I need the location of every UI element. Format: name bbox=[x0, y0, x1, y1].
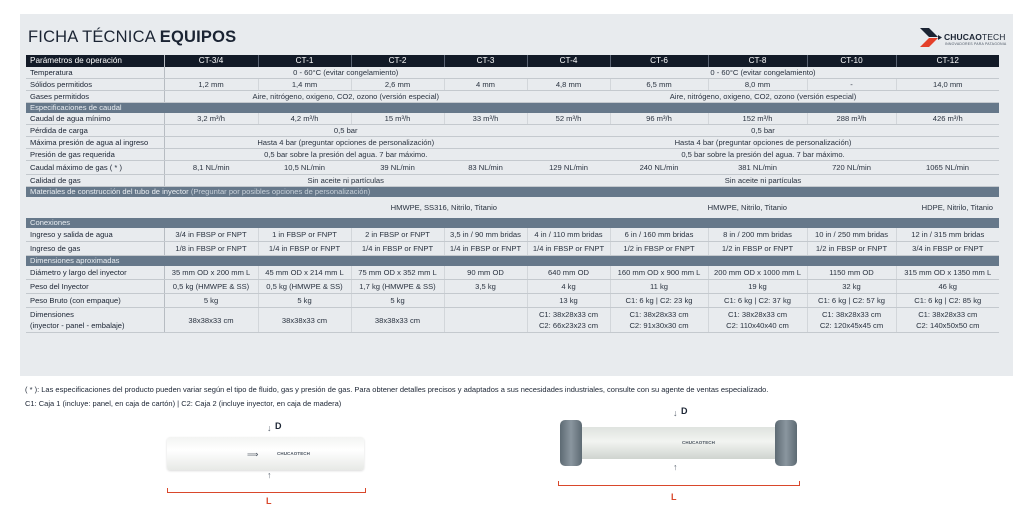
header-label: Parámetros de operación bbox=[26, 55, 164, 67]
cell-value: 0,5 bar sobre la presión del agua. 7 bar máximo. bbox=[527, 149, 999, 161]
spec-table bbox=[26, 55, 999, 333]
cell-value: 38x38x33 cm bbox=[351, 308, 444, 333]
cell-value: 4 kg bbox=[527, 280, 610, 294]
section-title: Dimensiones aproximadas bbox=[26, 256, 999, 267]
cell-value: 3/4 in FBSP or FNPT bbox=[164, 228, 258, 242]
cell-value: 1/4 in FBSP or FNPT bbox=[258, 242, 351, 256]
table-row-perdida bbox=[26, 125, 999, 137]
cell-value: 288 m³/h bbox=[807, 113, 896, 125]
diameter-label: D bbox=[681, 406, 688, 416]
arrow-down-icon: ↓ bbox=[673, 408, 678, 418]
cell-value: 5 kg bbox=[351, 294, 444, 308]
model-ct-2: CT-2 bbox=[351, 55, 444, 67]
cell-value: C1: 38x28x33 cm C2: 66x23x23 cm bbox=[527, 308, 610, 333]
cell-value: C1: 6 kg | C2: 85 kg bbox=[896, 294, 999, 308]
model-ct-8: CT-8 bbox=[708, 55, 807, 67]
table-row-temperatura bbox=[26, 67, 999, 79]
cell-value: 2 in FBSP or FNPT bbox=[351, 228, 444, 242]
right-flange bbox=[775, 420, 797, 466]
pipe-brand-mark: CHUCAOTECH bbox=[682, 440, 715, 445]
cell-value: 240 NL/min bbox=[610, 161, 708, 175]
row-label: Presión de gas requerida bbox=[26, 149, 164, 161]
table-row-presion-gas bbox=[26, 149, 999, 161]
cell-value: 3,5 kg bbox=[444, 280, 527, 294]
cell-value: 3,5 in / 90 mm bridas bbox=[444, 228, 527, 242]
cell-value: Hasta 4 bar (preguntar opciones de personalización) bbox=[527, 137, 999, 149]
table-row-caudal-gas bbox=[26, 161, 999, 175]
table-row-dimensiones bbox=[26, 308, 999, 333]
cell-value: 381 NL/min bbox=[708, 161, 807, 175]
cell-value: 4,2 m³/h bbox=[258, 113, 351, 125]
cell-value: 315 mm OD x 1350 mm L bbox=[896, 266, 999, 280]
table-row-peso-inyector bbox=[26, 280, 999, 294]
table-row-solidos bbox=[26, 79, 999, 91]
cell-value: 1,4 mm bbox=[258, 79, 351, 91]
cell-value: C1: 38x28x33 cm C2: 120x45x45 cm bbox=[807, 308, 896, 333]
cell-value: 13 kg bbox=[527, 294, 610, 308]
cell-value: 90 mm OD bbox=[444, 266, 527, 280]
pipe-brand-mark: CHUCAOTECH bbox=[277, 451, 310, 456]
row-label: Pérdida de carga bbox=[26, 125, 164, 137]
model-ct-3-4: CT-3/4 bbox=[164, 55, 258, 67]
row-label: Temperatura bbox=[26, 67, 164, 79]
small-injector-pipe bbox=[167, 437, 364, 470]
cell-value: HMWPE, SS316, Nitrilo, Titanio bbox=[390, 202, 497, 212]
flow-arrow-icon: ⟹ bbox=[247, 450, 259, 459]
cell-value: 5 kg bbox=[258, 294, 351, 308]
row-label: Diámetro y largo del inyector bbox=[26, 266, 164, 280]
row-label: Gases permitidos bbox=[26, 91, 164, 103]
cell-value: Sin aceite ni partículas bbox=[164, 175, 527, 187]
cell-value: 32 kg bbox=[807, 280, 896, 294]
cell-value: C1: 6 kg | C2: 23 kg bbox=[610, 294, 708, 308]
cell-value: 1,2 mm bbox=[164, 79, 258, 91]
cell-value: 33 m³/h bbox=[444, 113, 527, 125]
model-ct-1: CT-1 bbox=[258, 55, 351, 67]
cell-value: 38x38x33 cm bbox=[164, 308, 258, 333]
length-label: L bbox=[671, 492, 677, 502]
cell-value: C1: 6 kg | C2: 37 kg bbox=[708, 294, 807, 308]
cell-value: Aire, nitrógeno, oxigeno, CO2, ozono (versión especial) bbox=[527, 91, 999, 103]
section-caudal bbox=[26, 103, 999, 114]
cell-value bbox=[444, 294, 527, 308]
cell-value: 8 in / 200 mm bridas bbox=[708, 228, 807, 242]
table-row-calidad-gas bbox=[26, 175, 999, 187]
row-label: Máxima presión de agua al ingreso bbox=[26, 137, 164, 149]
logo-wordmark: CHUCAOTECH bbox=[944, 32, 1006, 42]
chevron-arrow-logo-icon bbox=[918, 26, 942, 50]
model-ct-10: CT-10 bbox=[807, 55, 896, 67]
model-ct-3: CT-3 bbox=[444, 55, 527, 67]
table-row-diametro bbox=[26, 266, 999, 280]
cell-value: 10,5 NL/min bbox=[258, 161, 351, 175]
model-ct-4: CT-4 bbox=[527, 55, 610, 67]
cell-value: HMWPE, Nitrilo, Titanio bbox=[707, 202, 787, 212]
cell-value: 0,5 kg (HMWPE & SS) bbox=[164, 280, 258, 294]
cell-value: 2,6 mm bbox=[351, 79, 444, 91]
section-materiales bbox=[26, 187, 999, 198]
cell-value: 1/2 in FBSP or FNPT bbox=[807, 242, 896, 256]
cell-value: 152 m³/h bbox=[708, 113, 807, 125]
cell-value: 11 kg bbox=[610, 280, 708, 294]
cell-value: - bbox=[807, 79, 896, 91]
arrow-up-icon: ↑ bbox=[673, 462, 678, 472]
table-row-gases bbox=[26, 91, 999, 103]
length-bracket bbox=[167, 488, 366, 493]
section-title: Conexiones bbox=[26, 218, 999, 228]
row-label: Caudal de agua mínimo bbox=[26, 113, 164, 125]
brand-logo bbox=[918, 25, 1013, 51]
section-title: Materiales de construcción del tubo de inyector (Preguntar por posibles opciones de personalización) bbox=[26, 187, 999, 198]
cell-value: C1: 38x28x33 cm C2: 140x50x50 cm bbox=[896, 308, 999, 333]
cell-value: 1/4 in FBSP or FNPT bbox=[527, 242, 610, 256]
length-label: L bbox=[266, 496, 272, 506]
cell-value: 1/4 in FBSP or FNPT bbox=[444, 242, 527, 256]
cell-value: 160 mm OD x 900 mm L bbox=[610, 266, 708, 280]
table-row-materiales bbox=[26, 197, 999, 218]
length-bracket bbox=[558, 481, 800, 486]
row-label: Calidad de gas bbox=[26, 175, 164, 187]
cell-value: Aire, nitrógeno, oxigeno, CO2, ozono (versión especial) bbox=[164, 91, 527, 103]
logo-tagline: INNOVADORES PARA PATAGONIA bbox=[945, 42, 1007, 46]
cell-value: 75 mm OD x 352 mm L bbox=[351, 266, 444, 280]
diameter-label: D bbox=[275, 421, 282, 431]
cell-value: 1/8 in FBSP or FNPT bbox=[164, 242, 258, 256]
cell-value: 1,7 kg (HMWPE & SS) bbox=[351, 280, 444, 294]
page-title: FICHA TÉCNICA EQUIPOS bbox=[28, 28, 237, 46]
cell-value: 3,2 m³/h bbox=[164, 113, 258, 125]
cell-value: 4 in / 110 mm bridas bbox=[527, 228, 610, 242]
table-row-ingreso-agua bbox=[26, 228, 999, 242]
table-row-peso-bruto bbox=[26, 294, 999, 308]
cell-value bbox=[444, 308, 527, 333]
cell-value: 8,0 mm bbox=[708, 79, 807, 91]
cell-value: 640 mm OD bbox=[527, 266, 610, 280]
arrow-up-icon: ↑ bbox=[267, 470, 272, 480]
section-dimensiones bbox=[26, 256, 999, 267]
cell-value: 6 in / 160 mm bridas bbox=[610, 228, 708, 242]
cell-value: 38x38x33 cm bbox=[258, 308, 351, 333]
table-row-ingreso-gas bbox=[26, 242, 999, 256]
cell-value: 4,8 mm bbox=[527, 79, 610, 91]
cell-value: 19 kg bbox=[708, 280, 807, 294]
model-ct-6: CT-6 bbox=[610, 55, 708, 67]
cell-value: 12 in / 315 mm bridas bbox=[896, 228, 999, 242]
table-row-max-presion bbox=[26, 137, 999, 149]
row-label: Sólidos permitidos bbox=[26, 79, 164, 91]
cell-value: 1 in FBSP or FNPT bbox=[258, 228, 351, 242]
cell-value: 39 NL/min bbox=[351, 161, 444, 175]
cell-value: 1/2 in FBSP or FNPT bbox=[708, 242, 807, 256]
table-header-row bbox=[26, 55, 999, 67]
cell-value: 0,5 bar bbox=[527, 125, 999, 137]
cell-value: 0,5 bar bbox=[164, 125, 527, 137]
empty-cell bbox=[26, 197, 164, 218]
cell-value: 1150 mm OD bbox=[807, 266, 896, 280]
row-label: Caudal máximo de gas ( * ) bbox=[26, 161, 164, 175]
cell-value: 8,1 NL/min bbox=[164, 161, 258, 175]
cell-value: 1/2 in FBSP or FNPT bbox=[610, 242, 708, 256]
cell-value: C1: 38x28x33 cm C2: 91x30x30 cm bbox=[610, 308, 708, 333]
cell-value: Sin aceite ni partículas bbox=[527, 175, 999, 187]
cell-value: 129 NL/min bbox=[527, 161, 610, 175]
cell-value: 4 mm bbox=[444, 79, 527, 91]
cell-value: C1: 38x28x33 cm C2: 110x40x40 cm bbox=[708, 308, 807, 333]
cell-value: 3/4 in FBSP or FNPT bbox=[896, 242, 999, 256]
cell-value: 52 m³/h bbox=[527, 113, 610, 125]
cell-value: Hasta 4 bar (preguntar opciones de personalización) bbox=[164, 137, 527, 149]
arrow-down-icon: ↓ bbox=[267, 423, 272, 433]
footnote-boxes: C1: Caja 1 (incluye: panel, en caja de cartón) | C2: Caja 2 (incluye inyector, en caja de madera) bbox=[25, 399, 342, 408]
cell-value: 35 mm OD x 200 mm L bbox=[164, 266, 258, 280]
left-flange bbox=[560, 420, 582, 466]
cell-value: 0,5 bar sobre la presión del agua. 7 bar máximo. bbox=[164, 149, 527, 161]
model-ct-12: CT-12 bbox=[896, 55, 999, 67]
cell-value: 46 kg bbox=[896, 280, 999, 294]
cell-value: 83 NL/min bbox=[444, 161, 527, 175]
cell-value: 10 in / 250 mm bridas bbox=[807, 228, 896, 242]
cell-value: 720 NL/min bbox=[807, 161, 896, 175]
table-row-caudal-agua bbox=[26, 113, 999, 125]
cell-value: 6,5 mm bbox=[610, 79, 708, 91]
section-title: Especificaciones de caudal bbox=[26, 103, 999, 114]
cell-value: 45 mm OD x 214 mm L bbox=[258, 266, 351, 280]
cell-value: C1: 6 kg | C2: 57 kg bbox=[807, 294, 896, 308]
cell-value: 15 m³/h bbox=[351, 113, 444, 125]
large-injector-pipe bbox=[560, 420, 797, 466]
cell-value: 1065 NL/min bbox=[896, 161, 999, 175]
row-label: Peso del Inyector bbox=[26, 280, 164, 294]
cell-value: 0 - 60°C (evitar congelamiento) bbox=[527, 67, 999, 79]
cell-value: 96 m³/h bbox=[610, 113, 708, 125]
cell-value: 426 m³/h bbox=[896, 113, 999, 125]
cell-value: 0 - 60°C (evitar congelamiento) bbox=[164, 67, 527, 79]
cell-value: 200 mm OD x 1000 mm L bbox=[708, 266, 807, 280]
cell-value: 1/4 in FBSP or FNPT bbox=[351, 242, 444, 256]
footnote-specs: ( * ): Las especificaciones del producto pueden variar según el tipo de fluido, gas y presión de gas. Para obtener detalles precisos y adaptados a sus necesidades industriales, consulte con su agente de ventas especializado. bbox=[25, 385, 769, 394]
row-label: Dimensiones (inyector - panel - embalaje) bbox=[26, 308, 164, 333]
row-label: Ingreso de gas bbox=[26, 242, 164, 256]
cell-value: 0,5 kg (HMWPE & SS) bbox=[258, 280, 351, 294]
row-label: Peso Bruto (con empaque) bbox=[26, 294, 164, 308]
cell-value: 14,0 mm bbox=[896, 79, 999, 91]
section-conexiones bbox=[26, 218, 999, 228]
cell-value: HDPE, Nitrilo, Titanio bbox=[921, 202, 993, 212]
injector-tube bbox=[582, 427, 775, 459]
cell-value: 5 kg bbox=[164, 294, 258, 308]
row-label: Ingreso y salida de agua bbox=[26, 228, 164, 242]
